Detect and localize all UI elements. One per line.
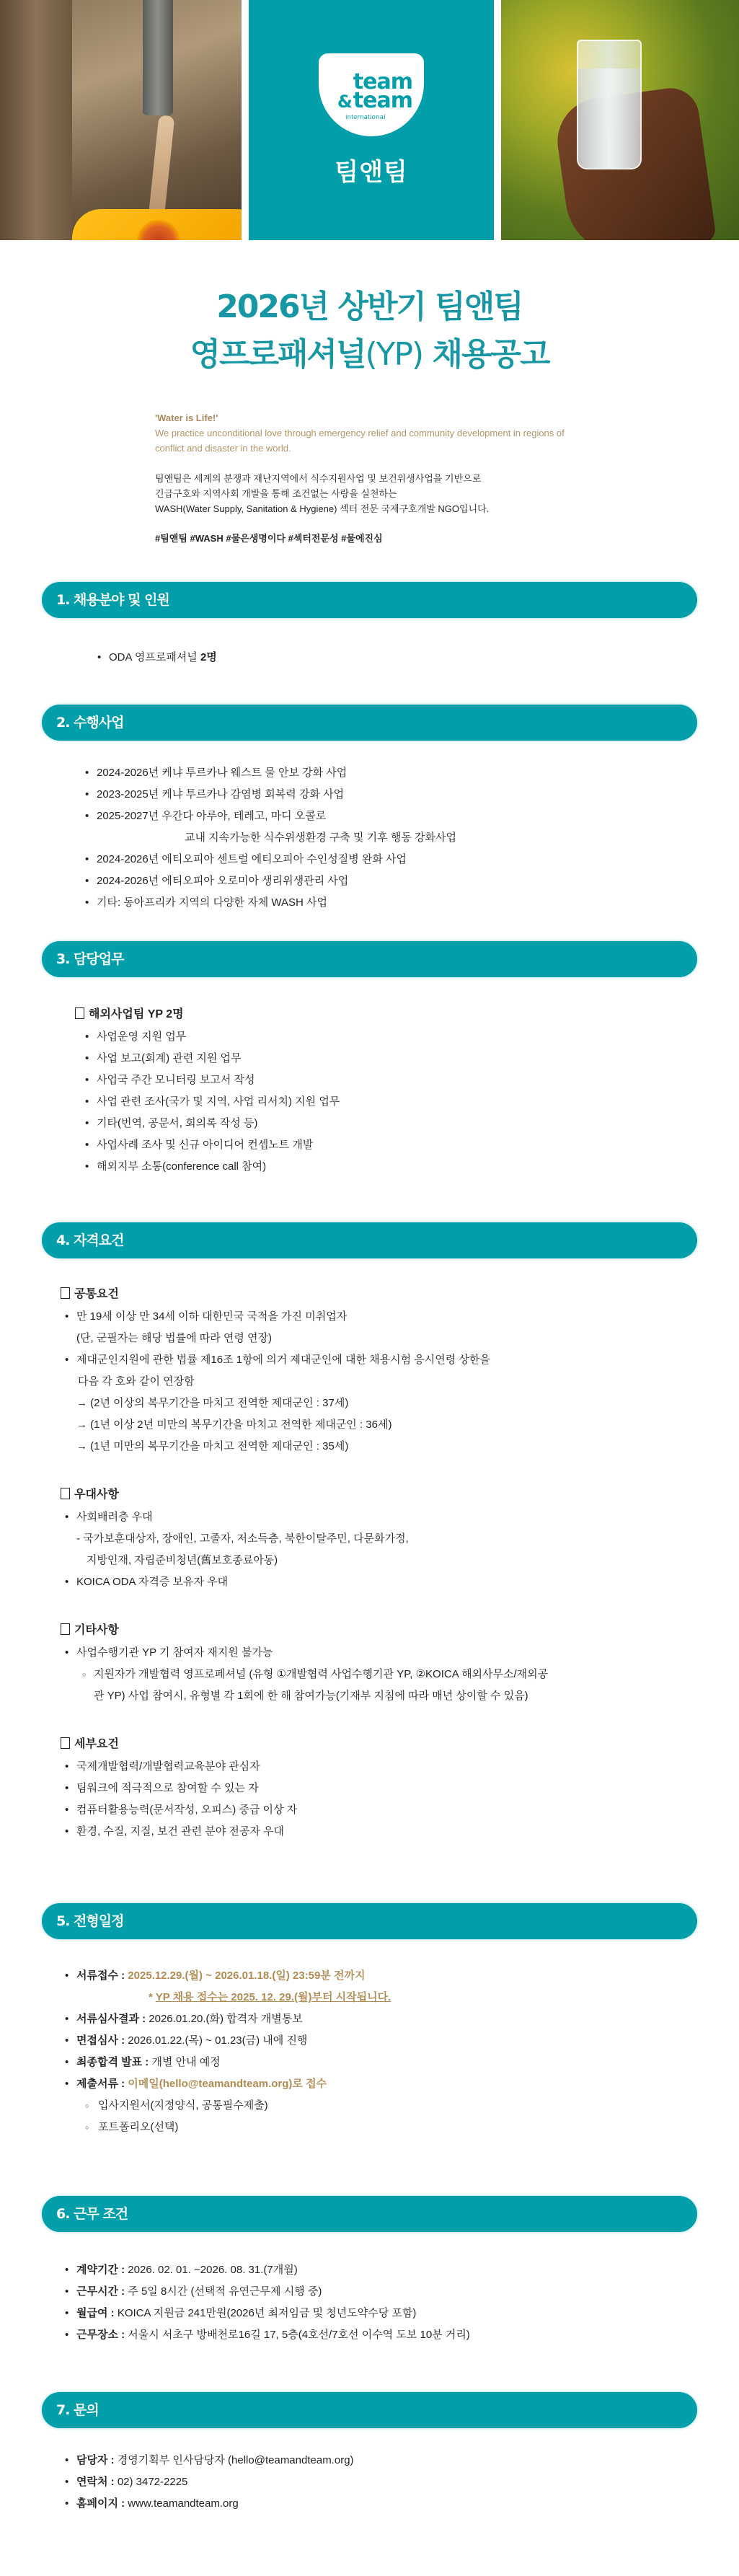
subhead-overseas-team: 해외사업팀 YP 2명 [75, 1003, 697, 1026]
list-item-continuation: 교내 지속가능한 식수위생환경 구축 및 기후 행동 강화사업 [185, 832, 456, 844]
section-schedule [42, 1903, 697, 2138]
section-header: 7. 문의 [42, 2392, 697, 2428]
list-item: • 팀워크에 적극적으로 참여할 수 있는 자 [63, 1778, 697, 1799]
tap-pipe-image [143, 0, 173, 115]
list-item: • 만 19세 이상 만 34세 이하 대한민국 국적을 가진 미취업자 [63, 1306, 697, 1328]
list-item: • 사회배려층 우대 [63, 1507, 697, 1528]
schedule-row: • 서류심사결과 : 2026.01.20.(화) 합격자 개별통보 [63, 2008, 697, 2030]
contact-phone[interactable]: 02) 3472-2225 [117, 2476, 188, 2488]
section-header: 4. 자격요건 [42, 1222, 697, 1258]
contact-email[interactable]: 경영기획부 인사담당자 (hello@teamandteam.org) [117, 2454, 354, 2466]
section-conditions [42, 2196, 697, 2346]
list-item: • 국제개발협력/개발협력교육분야 관심자 [63, 1756, 697, 1778]
list-item: • 사업운영 지원 업무 [84, 1026, 697, 1048]
checkbox-square-icon [61, 1623, 70, 1635]
subhead-preferred: 우대사항 [61, 1483, 697, 1507]
contact-row: • 연락처 : 02) 3472-2225 [63, 2471, 697, 2493]
list-item: • 2023-2025년 케냐 투르카나 감염병 회복력 강화 사업 [84, 784, 697, 806]
list-item: • 2024-2026년 에티오피아 오로미아 생리위생관리 사업 [84, 870, 697, 892]
list-item: • 사업사례 조사 및 신규 아이디어 컨셉노트 개발 [84, 1134, 697, 1156]
list-item: • 2024-2026년 케냐 투르카나 웨스트 물 안보 강화 사업 [84, 762, 697, 784]
checkbox-square-icon [75, 1007, 84, 1019]
list-item: • 컴퓨터활용능력(문서작성, 오피스) 중급 이상 자 [63, 1799, 697, 1821]
list-item: • 제대군인지원에 관한 법률 제16조 1항에 의거 제대군인에 대한 채용시험 응시연령 상한을 [63, 1349, 697, 1371]
sub-list-item: ○ 지원자가 개발협력 영프로페셔널 (유형 ①개발협력 사업수행기관 YP, ②KOICA 해외사무소/재외공 [61, 1664, 697, 1685]
checkbox-square-icon [61, 1488, 70, 1499]
list-item: • 해외지부 소통(conference call 참여) [84, 1156, 697, 1178]
list-item: • 사업국 주간 모니터링 보고서 작성 [84, 1069, 697, 1091]
contact-row: • 담당자 : 경영기획부 인사담당자 (hello@teamandteam.org) [63, 2450, 697, 2471]
list-item: • 기타: 동아프리카 지역의 다양한 자체 WASH 사업 [84, 892, 697, 914]
homepage-link[interactable]: www.teamandteam.org [128, 2497, 239, 2510]
age-limit-row: → (1년 이상 2년 미만의 복무기간을 마치고 전역한 제대군인 : 36세) [76, 1419, 392, 1431]
section-projects [42, 705, 697, 914]
subhead-common: 공통요건 [61, 1283, 697, 1306]
page-title: 2026년 상반기 팀앤팀 영프로패셔널(YP) 채용공고 [190, 288, 549, 373]
intro-block [155, 410, 588, 544]
hashtags: #팀앤팀 #WASH #물은생명이다 #섹터전문성 #물에진심 [155, 533, 383, 544]
list-item: • KOICA ODA 자격증 보유자 우대 [63, 1571, 697, 1593]
condition-row: • 근무장소 : 서울시 서초구 방배천로16길 17, 5층(4호선/7호선 이수역 도보 10분 거리) [63, 2324, 697, 2346]
logo-panel [249, 0, 494, 240]
ampersand-icon: & [337, 92, 352, 112]
submit-email-link[interactable]: 이메일(hello@teamandteam.org)로 접수 [128, 2078, 327, 2090]
section-header: 1. 채용분야 및 인원 [42, 582, 697, 618]
intro-quote: 'Water is Life!' [155, 413, 218, 423]
hero-banner [0, 0, 739, 240]
condition-row: • 근무시간 : 주 5일 8시간 (선택적 유연근무제 시행 중) [63, 2281, 697, 2303]
condition-row: • 월급여 : KOICA 지원금 241만원(2026년 최저임금 및 청년도약수당 포함) [63, 2303, 697, 2324]
section-duties [42, 941, 697, 1178]
list-item: • 사업 보고(회계) 관련 지원 업무 [84, 1048, 697, 1069]
schedule-row: • 서류접수 : 2025.12.29.(월) ~ 2026.01.18.(일) 23:59분 전까지 [63, 1965, 697, 1987]
water-tap-photo [0, 0, 242, 240]
list-item: • ODA 영프로패셔널 2명 [96, 647, 697, 669]
application-note: * YP 채용 접수는 2025. 12. 29.(월)부터 시작됩니다. [149, 1991, 391, 2003]
list-item: • 2025-2027년 우간다 아루아, 테레고, 마디 오콜로 [84, 806, 697, 827]
section-header: 5. 전형일정 [42, 1903, 697, 1939]
age-limit-row: → (2년 이상의 복무기간을 마치고 전역한 제대군인 : 37세) [76, 1397, 349, 1409]
section-header: 2. 수행사업 [42, 705, 697, 741]
subhead-detail: 세부요건 [61, 1733, 697, 1756]
list-item: • 기타(번역, 공문서, 회의록 작성 등) [84, 1113, 697, 1134]
sub-list-item: ○ 포트폴리오(선택) [63, 2117, 697, 2138]
checkbox-square-icon [61, 1287, 70, 1299]
section-contact [42, 2392, 697, 2565]
list-item: • 사업 관련 조사(국가 및 지역, 사업 리서치) 지원 업무 [84, 1091, 697, 1113]
team-and-team-logo: team &team international [319, 53, 424, 136]
water-glass-photo [501, 0, 739, 240]
section-header: 6. 근무 조건 [42, 2196, 697, 2232]
checkbox-square-icon [61, 1737, 70, 1749]
list-item: • 2024-2026년 에티오피아 센트럴 에티오피아 수인성질병 완화 사업 [84, 849, 697, 870]
age-limit-row: → (1년 미만의 복무기간을 마치고 전역한 제대군인 : 35세) [76, 1440, 349, 1452]
condition-row: • 계약기간 : 2026. 02. 01. ~2026. 08. 31.(7개월) [63, 2259, 697, 2281]
intro-korean: 팀앤팀은 세계의 분쟁과 재난지역에서 식수지원사업 및 보건위생사업을 기반으로 긴급구호와 지역사회 개발을 통해 조건없는 사랑을 실천하는 WASH(Water Supply, Sanitation & Hygiene) 섹터 전문 국제구호개발 NGO입니다. [155, 473, 490, 514]
list-item: • 사업수행기관 YP 기 참여자 재지원 불가능 [63, 1642, 697, 1664]
intro-english: We practice unconditional love through emergency relief and community development in regions of conflict and disaster in the world. [155, 428, 565, 454]
schedule-row: • 제출서류 : 이메일(hello@teamandteam.org)로 접수 [63, 2073, 697, 2095]
contact-row: • 홈페이지 : www.teamandteam.org [63, 2493, 697, 2515]
subhead-etc: 기타사항 [61, 1619, 697, 1642]
section-header: 3. 담당업무 [42, 941, 697, 977]
section-qualifications: 4. 자격요건 공통요건 • 만 19세 이상 만 34세 이하 대한민국 국적을 가진 미취업자 (단, 군필자는 해당 법률에 따라 연령 연장) • 제대군인지원에 관한 법률 제16조 1항에 의거 제대군인에 대한 채용시험 응시연령 상한을 다음 각 호와 같이 연장함 → (2년 이상의 복무기간을 마치고 전역한 제대군인 : 37세) → (1년 이상 2년 미만의 복무기간을 마치고 전역한 제대군인 : 36세) → (1년 미만의 복무기간을 마치고 전역한 제대군인 : 35세) 우대사항 • 사회배려층 우대 - 국가보훈대상자, 장애인, 고졸자, 저소득층, 북한이탈주민, 다문화가정, 지방인재, 자립준비청년(舊보호종료아동) • KOICA ODA 자격증 보유자 우대 기타사항 • 사업수행기관 YP 기 참여자 재지원 불가능 ○ 지원자가 개발협력 영프로페셔널 (유형 ①개발협력 사업수행기관 YP, ②KOICA 해외사무소/재외공 관 YP) 사업 참여시, 유형별 각 1회에 한 해 참여가능(기재부 지침에 따라 매년 상이할 수 있음) 세부요건 • 국제개발협력/개발협력교육분야 관심자 • 팀워크에 적극적으로 참여할 수 있는 자 • 컴퓨터활용능력(문서작성, 오피스) 중급 이상 자 • 환경, 수질, 지질, 보건 관련 분야 전공자 우대 [42, 1222, 697, 1843]
schedule-row: • 최종합격 발표 : 개별 안내 예정 [63, 2052, 697, 2073]
section-positions [42, 582, 697, 669]
logo-korean-name: 팀앤팀 [335, 157, 408, 187]
schedule-row: • 면접심사 : 2026.01.22.(목) ~ 01.23(금) 내에 진행 [63, 2030, 697, 2052]
sub-list-item: ○ 입사지원서(지정양식, 공통필수제출) [63, 2095, 697, 2117]
list-item: • 환경, 수질, 지질, 보건 관련 분야 전공자 우대 [63, 1821, 697, 1843]
